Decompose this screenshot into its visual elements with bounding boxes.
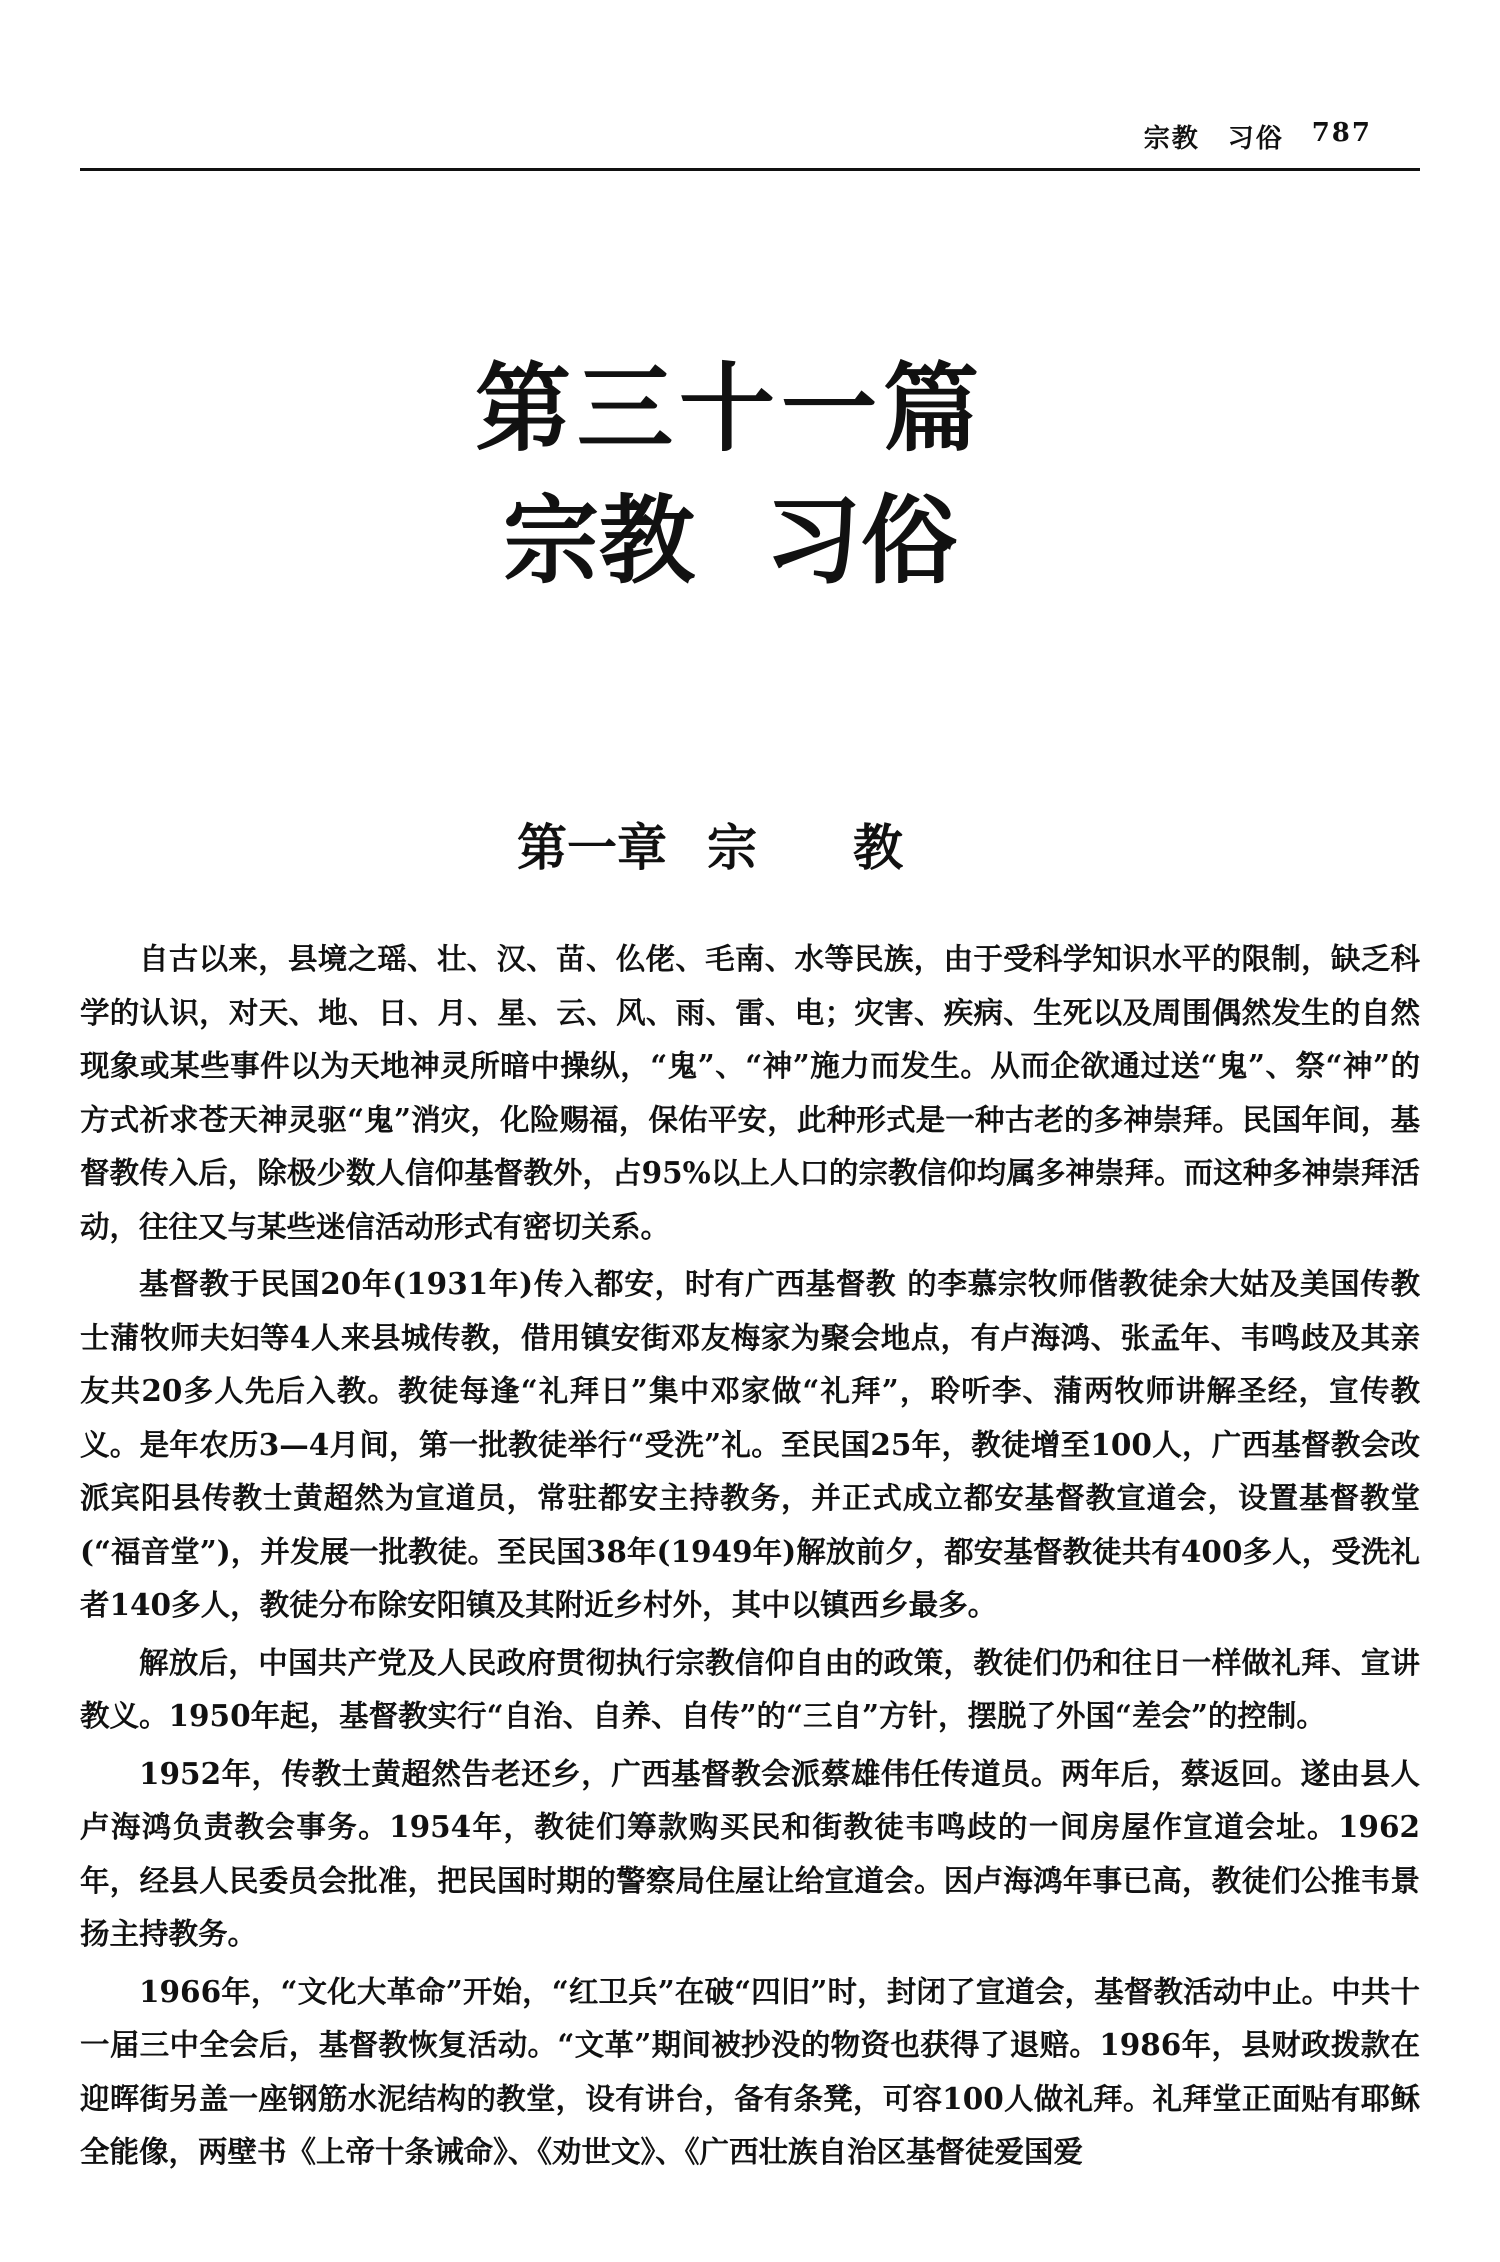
part-name: [0, 482, 1500, 600]
chapter-name-b: 教: [853, 819, 903, 877]
paragraph: 基督教于民国20年(1931年)传入都安，时有广西基督教 的李慕宗牧师偕教徒余大姑及美国传教士蒲牧师夫妇等4人来县城传教，借用镇安街邓友梅家为聚会地点，有卢海鸿、张孟年、韦鸣歧及其亲友共20多人先后入教。教徒每逢“礼拜日”集中邓家做“礼拜”，聆听李、蒲两牧师讲解圣经，宣传教义。是年农历3—4月间，第一批教徒举行“受洗”礼。至民国25年，教徒增至100人，广西基督教会改派宾阳县传教士黄超然为宣道员，常驻都安主持教务，并正式成立都安基督教宣道会，设置基督教堂(“福音堂”)，并发展一批教徒。至民国38年(1949年)解放前夕，都安基督教徒共有400多人，受洗礼者140多人，教徒分布除安阳镇及其附近乡村外，其中以镇西乡最多。: [80, 1266, 1420, 1622]
chapter-name-a: 宗: [707, 819, 757, 877]
page-number: 787: [1311, 118, 1372, 148]
part-number: 第三十一篇: [475, 352, 985, 465]
paragraph: 解放后，中国共产党及人民政府贯彻执行宗教信仰自由的政策，教徒们仍和往日一样做礼拜、宣讲教义。1950年起，基督教实行“自治、自养、自传”的“三自”方针，摆脱了外国“差会”的控制。: [80, 1644, 1420, 1733]
chapter-title: [0, 808, 1460, 880]
paragraph: 1952年，传教士黄超然告老还乡，广西基督教会派蔡雄伟任传道员。两年后，蔡返回。遂由县人卢海鸿负责教会事务。1954年，教徒们筹款购买民和街教徒韦鸣歧的一间房屋作宣道会址。1962年，经县人民委员会批准，把民国时期的警察局住屋让给宣道会。因卢海鸿年事已高，教徒们公推韦景扬主持教务。: [80, 1755, 1420, 1951]
header-rule: [80, 168, 1420, 171]
running-header: [1144, 118, 1372, 155]
paragraph: 自古以来，县境之瑶、壮、汉、苗、仫佬、毛南、水等民族，由于受科学知识水平的限制，缺乏科学的认识，对天、地、日、月、星、云、风、雨、雷、电；灾害、疾病、生死以及周围偶然发生的自然现象或某些事件以为天地神灵所暗中操纵，“鬼”、“神”施力而发生。从而企欲通过送“鬼”、祭“神”的方式祈求苍天神灵驱“鬼”消灾，化险赐福，保佑平安，此种形式是一种古老的多神崇拜。民国年间，基督教传入后，除极少数人信仰基督教外，占95%以上人口的宗教信仰均属多神崇拜。而这种多神崇拜活动，往往又与某些迷信活动形式有密切关系。: [80, 941, 1420, 1244]
paragraph: 1966年，“文化大革命”开始，“红卫兵”在破“四旧”时，封闭了宣道会，基督教活动中止。中共十一届三中全会后，基督教恢复活动。“文革”期间被抄没的物资也获得了退赔。1986年，县财政拨款在迎晖街另盖一座钢筋水泥结构的教堂，设有讲台，备有条凳，可容100人做礼拜。礼拜堂正面贴有耶稣全能像，两壁书《上帝十条诫命》、《劝世文》、《广西壮族自治区基督徒爱国爱: [80, 1973, 1420, 2169]
running-header-subsection: 习俗: [1227, 124, 1284, 154]
chapter-number: 第一章: [517, 819, 667, 877]
running-header-section: 宗教: [1143, 124, 1200, 154]
body-text: [80, 932, 1420, 2183]
part-name-b: 习俗: [765, 484, 957, 597]
part-title: [0, 350, 1500, 600]
part-name-a: 宗教: [503, 484, 695, 597]
